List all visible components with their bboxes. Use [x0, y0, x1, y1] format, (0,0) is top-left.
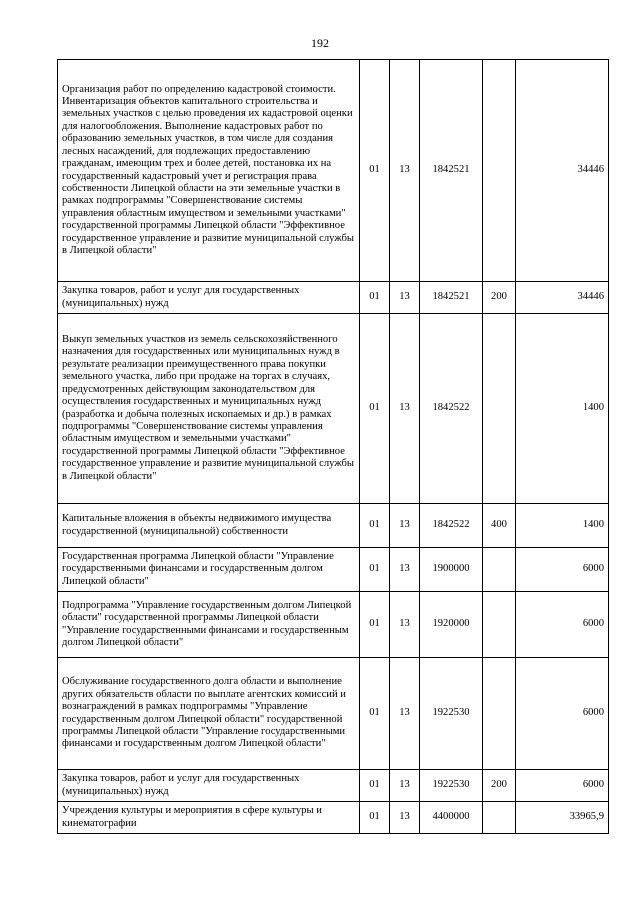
row-section: 01 — [360, 548, 390, 592]
row-amount: 34446 — [516, 60, 609, 282]
row-amount: 1400 — [516, 314, 609, 504]
row-subsection: 13 — [390, 504, 420, 548]
row-subsection: 13 — [390, 658, 420, 770]
table-row — [58, 282, 609, 314]
table-row — [58, 548, 609, 592]
row-subsection: 13 — [390, 314, 420, 504]
table-row — [58, 314, 609, 504]
row-description: Закупка товаров, работ и услуг для государственных (муниципальных) нужд — [58, 770, 360, 802]
row-expense-type — [483, 658, 516, 770]
row-expense-type — [483, 314, 516, 504]
table-row — [58, 802, 609, 834]
row-subsection: 13 — [390, 802, 420, 834]
row-section: 01 — [360, 658, 390, 770]
row-section: 01 — [360, 60, 390, 282]
row-subsection: 13 — [390, 592, 420, 658]
row-description: Обслуживание государственного долга области и выполнение других обязательств области по выплате агентских комиссий и вознаграждений в рамках подпрограммы "Управление государственным долгом Липецкой области" государственной программы Липецкой области "Управление государственными финансами и государственным долгом Липецкой области" — [58, 658, 360, 770]
row-expense-type: 200 — [483, 282, 516, 314]
row-expense-type — [483, 60, 516, 282]
row-section: 01 — [360, 314, 390, 504]
row-amount: 6000 — [516, 658, 609, 770]
table-row — [58, 504, 609, 548]
row-target-article: 4400000 — [420, 802, 483, 834]
row-section: 01 — [360, 504, 390, 548]
row-section: 01 — [360, 802, 390, 834]
row-target-article: 1842521 — [420, 282, 483, 314]
row-amount: 1400 — [516, 504, 609, 548]
budget-table — [57, 59, 609, 834]
row-amount: 6000 — [516, 548, 609, 592]
row-description: Учреждения культуры и мероприятия в сфере культуры и кинематографии — [58, 802, 360, 834]
row-amount: 6000 — [516, 592, 609, 658]
row-amount: 6000 — [516, 770, 609, 802]
row-target-article: 1842522 — [420, 504, 483, 548]
row-description: Государственная программа Липецкой области "Управление государственными финансами и государственным долгом Липецкой области" — [58, 548, 360, 592]
row-section: 01 — [360, 770, 390, 802]
row-expense-type — [483, 802, 516, 834]
row-section: 01 — [360, 592, 390, 658]
page-number: 192 — [311, 36, 329, 50]
row-section: 01 — [360, 282, 390, 314]
row-target-article: 1922530 — [420, 658, 483, 770]
budget-table-body — [58, 60, 609, 834]
row-target-article: 1842522 — [420, 314, 483, 504]
row-target-article: 1922530 — [420, 770, 483, 802]
row-description: Выкуп земельных участков из земель сельскохозяйственного назначения для государственных или муниципальных нужд в результате реализации преимущественного права покупки земельного участка, либо при продаже на торгах в случаях, предусмотренных действующим законодательством для осуществления государственных и муниципальных нужд (разработка и добыча полезных ископаемых и др.) в рамках подпрограммы "Совершенствование системы управления областным имуществом и земельными участками" государственной программы Липецкой области "Эффективное государственное управление и развитие муниципальной службы в Липецкой области" — [58, 314, 360, 504]
row-subsection: 13 — [390, 548, 420, 592]
row-expense-type: 200 — [483, 770, 516, 802]
row-target-article: 1900000 — [420, 548, 483, 592]
row-expense-type: 400 — [483, 504, 516, 548]
row-amount: 34446 — [516, 282, 609, 314]
row-subsection: 13 — [390, 770, 420, 802]
table-row — [58, 770, 609, 802]
row-amount: 33965,9 — [516, 802, 609, 834]
row-expense-type — [483, 548, 516, 592]
row-description: Подпрограмма "Управление государственным долгом Липецкой области" государственной программы Липецкой области "Управление государственными финансами и государственным долгом Липецкой области" — [58, 592, 360, 658]
row-subsection: 13 — [390, 282, 420, 314]
table-row — [58, 658, 609, 770]
row-description: Капитальные вложения в объекты недвижимого имущества государственной (муниципальной) собственности — [58, 504, 360, 548]
row-target-article: 1842521 — [420, 60, 483, 282]
row-subsection: 13 — [390, 60, 420, 282]
row-description: Закупка товаров, работ и услуг для государственных (муниципальных) нужд — [58, 282, 360, 314]
row-target-article: 1920000 — [420, 592, 483, 658]
row-expense-type — [483, 592, 516, 658]
row-description: Организация работ по определению кадастровой стоимости. Инвентаризация объектов капитального строительства и земельных участков с целью проведения их кадастровой оценки для налогообложения. Выполнение кадастровых работ по образованию земельных участков, в том числе для создания лесных насаждений, для подлежащих предоставлению гражданам, имеющим трех и более детей, постановка их на государственный кадастровый учет и регистрация права собственности Липецкой области на эти земельные участки в рамках подпрограммы "Совершенствование системы управления областным имуществом и земельными участками" государственной программы Липецкой области "Эффективное государственное управление и развитие муниципальной службы в Липецкой области" — [58, 60, 360, 282]
table-row — [58, 60, 609, 282]
table-row — [58, 592, 609, 658]
